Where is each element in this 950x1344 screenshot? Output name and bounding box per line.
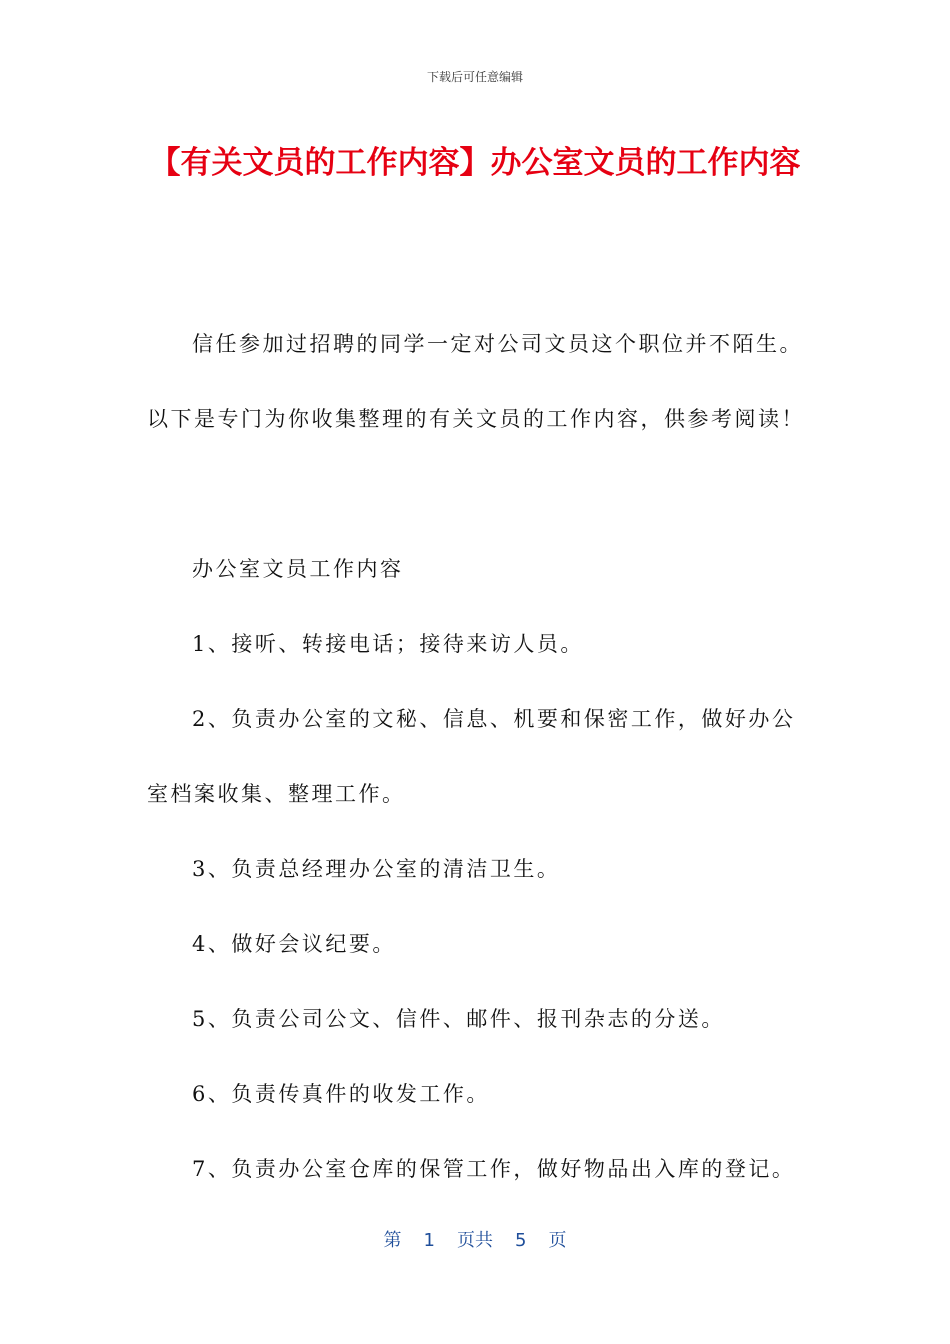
page-footer — [0, 1226, 950, 1252]
list-item: 1、接听、转接电话；接待来访人员。 — [192, 632, 584, 656]
paragraph-intro-1: 信任参加过招聘的同学一定对公司文员这个职位并不陌生。 — [192, 332, 803, 356]
list-item: 7、负责办公室仓库的保管工作，做好物品出入库的登记。 — [192, 1157, 796, 1181]
list-item: 5、负责公司公文、信件、邮件、报刊杂志的分送。 — [192, 1007, 725, 1031]
footer-current-page: 1 — [423, 1230, 435, 1251]
list-item-continuation: 室档案收集、整理工作。 — [147, 782, 406, 806]
footer-page-prefix: 第 — [383, 1230, 402, 1251]
section-heading: 办公室文员工作内容 — [192, 557, 404, 581]
footer-page-suffix: 页 — [548, 1230, 567, 1251]
paragraph-intro-2: 以下是专门为你收集整理的有关文员的工作内容，供参考阅读！ — [147, 407, 805, 431]
header-note: 下载后可任意编辑 — [426, 70, 523, 84]
list-item: 6、负责传真件的收发工作。 — [192, 1082, 490, 1106]
document-title: 【有关文员的工作内容】办公室文员的工作内容 — [149, 145, 801, 181]
paragraph-gap — [147, 468, 807, 543]
document-body — [147, 318, 807, 1218]
footer-total-pages: 5 — [515, 1230, 527, 1251]
list-item: 4、做好会议纪要。 — [192, 932, 396, 956]
footer-page-middle: 页共 — [457, 1230, 493, 1251]
list-item: 2、负责办公室的文秘、信息、机要和保密工作，做好办公 — [192, 707, 796, 731]
list-item: 3、负责总经理办公室的清洁卫生。 — [192, 857, 561, 881]
